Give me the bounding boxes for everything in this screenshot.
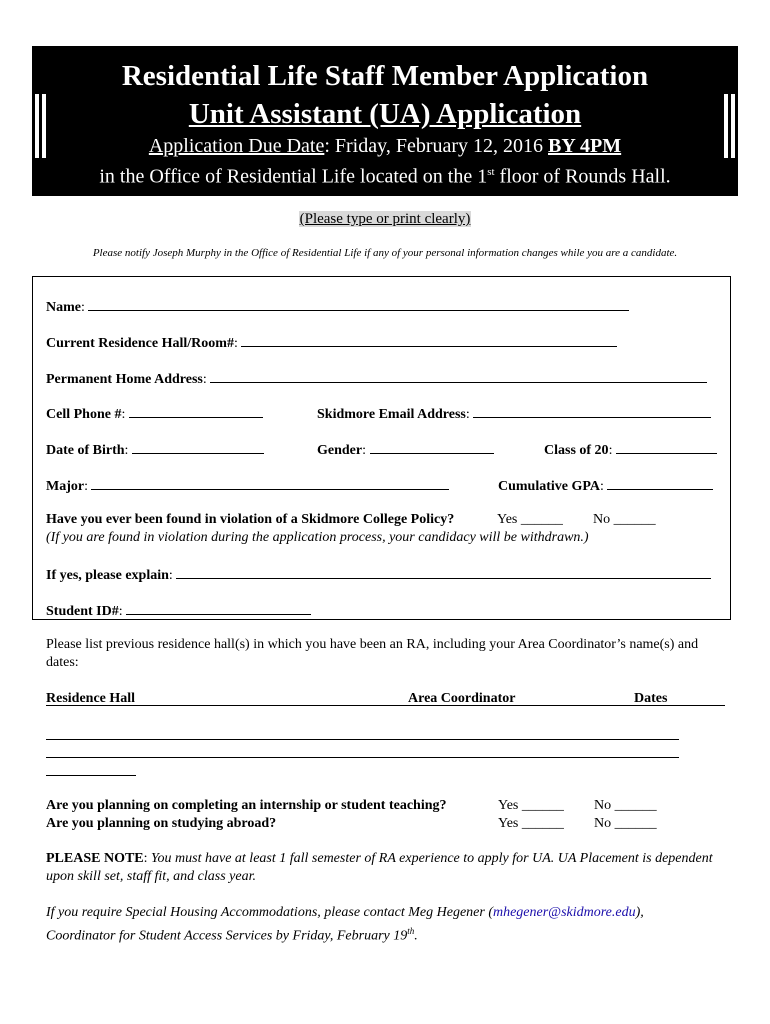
violation-question: Have you ever been found in violation of a Skidmore College Policy? — [46, 512, 455, 527]
explain-row: If yes, please explain: — [46, 565, 711, 585]
class-row: Class of 20: — [544, 440, 717, 460]
cell-row: Cell Phone #: — [46, 404, 263, 424]
previous-halls-prompt: Please list previous residence hall(s) in which you have been an RA, including your Area Coordinator’s name(s) and dates: — [46, 637, 699, 670]
please-note: PLEASE NOTE: You must have at least 1 fall semester of RA experience to apply for UA. UA Placement is dependent upon skill set, staff fit, and class year. — [46, 851, 713, 884]
home-address-row: Permanent Home Address: — [46, 369, 707, 389]
dob-row: Date of Birth: — [46, 440, 264, 460]
dob-field[interactable] — [132, 440, 264, 454]
gpa-row: Cumulative GPA: — [498, 476, 713, 496]
notify-note: Please notify Joseph Murphy in the Office of Residential Life if any of your personal information changes while you are a candidate. — [92, 247, 678, 259]
header-banner — [32, 46, 738, 196]
major-field[interactable] — [91, 476, 449, 490]
hall-room-field[interactable] — [241, 333, 617, 347]
cell-field[interactable] — [129, 404, 263, 418]
major-row: Major: — [46, 476, 449, 496]
abroad-question: Are you planning on studying abroad? — [46, 816, 277, 831]
violation-no[interactable]: No ______ — [593, 512, 656, 527]
print-clearly-note: (Please type or print clearly) — [299, 211, 471, 227]
gpa-field[interactable] — [607, 476, 713, 490]
title: Residential Life Staff Member Application — [121, 60, 649, 92]
table-header-rule — [46, 705, 725, 706]
name-row: Name: — [46, 297, 629, 317]
explain-field[interactable] — [176, 565, 711, 579]
previous-halls-line[interactable] — [46, 775, 136, 776]
location-line: in the Office of Residential Life located on the 1st floor of Rounds Hall. — [99, 165, 671, 188]
gender-row: Gender: — [317, 440, 494, 460]
previous-halls-line[interactable] — [46, 757, 679, 758]
col-dates: Dates — [634, 691, 668, 706]
subtitle: Unit Assistant (UA) Application — [188, 98, 582, 130]
violation-yes[interactable]: Yes ______ — [497, 512, 563, 527]
student-id-field[interactable] — [126, 601, 311, 615]
gender-field[interactable] — [370, 440, 494, 454]
abroad-yes[interactable]: Yes ______ — [498, 816, 564, 831]
violation-note: (If you are found in violation during the application process, your candidacy will be withdrawn.) — [46, 530, 589, 545]
hall-room-row: Current Residence Hall/Room#: — [46, 333, 617, 353]
name-field[interactable] — [88, 297, 629, 311]
email-field[interactable] — [473, 404, 711, 418]
col-residence-hall: Residence Hall — [46, 691, 136, 706]
previous-halls-line[interactable] — [46, 739, 679, 740]
home-address-field[interactable] — [210, 369, 707, 383]
internship-question: Are you planning on completing an internship or student teaching? — [46, 798, 447, 813]
col-area-coordinator: Area Coordinator — [408, 691, 516, 706]
housing-note: If you require Special Housing Accommodations, please contact Meg Hegener (mhegener@skidmore.edu), Coordinator for Student Access Services by Friday, February 19th. — [46, 905, 644, 944]
due-date-line: Application Due Date: Friday, February 12, 2016 BY 4PM — [148, 135, 622, 157]
contact-email-link[interactable]: mhegener@skidmore.edu — [492, 905, 636, 920]
student-id-row: Student ID#: — [46, 601, 311, 621]
abroad-no[interactable]: No ______ — [594, 816, 657, 831]
class-field[interactable] — [616, 440, 717, 454]
email-row: Skidmore Email Address: — [317, 404, 711, 424]
internship-yes[interactable]: Yes ______ — [498, 798, 564, 813]
internship-no[interactable]: No ______ — [594, 798, 657, 813]
